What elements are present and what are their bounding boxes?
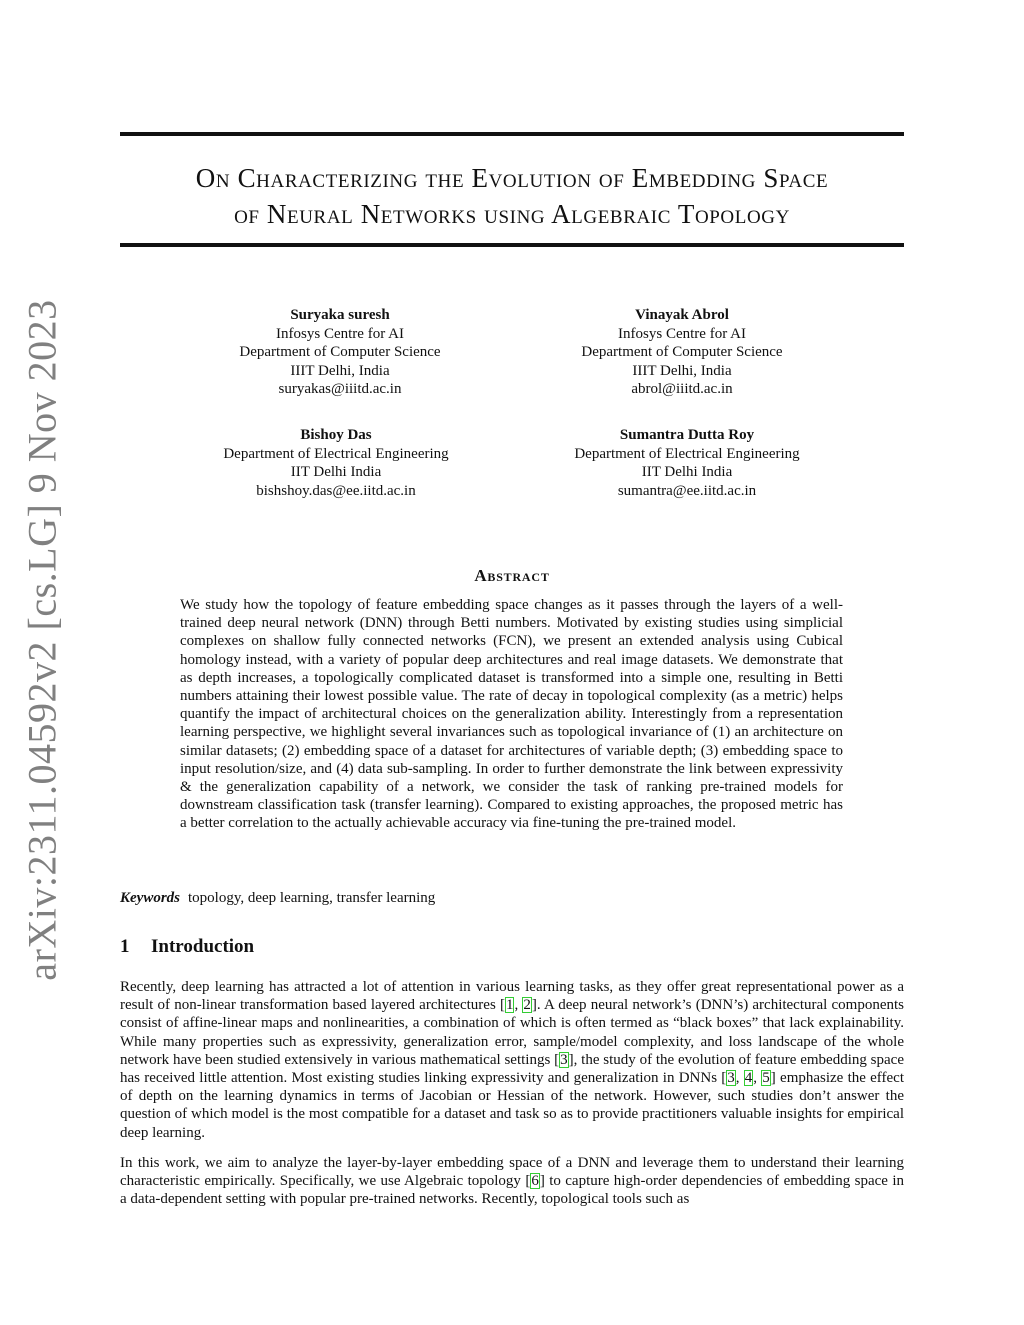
- paragraph-text: ,: [514, 997, 523, 1014]
- author-affiliation: IIIT Delhi, India: [290, 362, 390, 379]
- author-name: Suryaka suresh: [290, 307, 390, 323]
- author-affiliation: Department of Electrical Engineering: [574, 445, 800, 462]
- author-affiliation: IIIT Delhi, India: [632, 362, 732, 379]
- keywords-label: Keywords: [120, 890, 180, 906]
- introduction-paragraph-1: [120, 978, 904, 1142]
- citation-link[interactable]: 5: [762, 1070, 770, 1087]
- author-block: [190, 306, 490, 399]
- paper-title-line-1: On Characterizing the Evolution of Embedding Space: [195, 163, 829, 193]
- author-email[interactable]: sumantra@ee.iitd.ac.in: [617, 482, 757, 499]
- paragraph-text: In this work, we aim to analyze the layer-by-layer embedding space of a DNN and leverage them to understand their learning characteristic empirically. Specifically, we use Algebraic topology [: [120, 1155, 904, 1190]
- section-number: 1: [120, 936, 130, 957]
- author-block: [537, 426, 837, 500]
- citation-link[interactable]: 2: [523, 997, 531, 1014]
- section-heading-introduction: [120, 936, 254, 958]
- keywords-value: topology, deep learning, transfer learning: [188, 890, 436, 906]
- title-bottom-rule: [120, 243, 904, 247]
- author-email[interactable]: abrol@iiitd.ac.in: [631, 381, 733, 397]
- author-affiliation: IIT Delhi India: [290, 464, 382, 480]
- author-affiliation: Department of Computer Science: [581, 344, 783, 360]
- author-affiliation: IIT Delhi India: [641, 464, 733, 480]
- author-name: Bishoy Das: [300, 427, 372, 443]
- author-email[interactable]: suryakas@iiitd.ac.in: [278, 381, 402, 397]
- section-title: Introduction: [151, 936, 255, 957]
- paragraph-text: ,: [735, 1070, 744, 1087]
- arxiv-identifier-stamp[interactable]: arXiv:2311.04592v2 [cs.LG] 9 Nov 2023: [19, 299, 65, 981]
- paper-title: [120, 160, 904, 232]
- author-block: [532, 306, 832, 399]
- citation-link[interactable]: 6: [531, 1173, 539, 1190]
- citation-link[interactable]: 1: [505, 997, 514, 1014]
- introduction-paragraph-2: [120, 1154, 904, 1209]
- abstract-text: We study how the topology of feature embedding space changes as it passes through the layers of a well-trained deep neural network (DNN) through Betti numbers. Motivated by existing studies using simplicial complexes on shallow fully connected networks (FCN), we present an extended analysis using Cubical homology instead, with a variety of popular deep architectures and real image datasets. We demonstrate that as depth increases, a topologically complicated dataset is transformed into a simple one, resulting in Betti numbers attaining their lowest possible value. The rate of decay in topological complexity (as a metric) helps quantify the impact of architectural choices on the generalization ability. Interestingly from a representation learning perspective, we highlight several invariances such as topological invariance of (1) an architecture on similar datasets; (2) embedding space of a dataset for architectures of variable depth; (3) embedding space to input resolution/size, and (4) data sub-sampling. In order to further demonstrate the link between expressivity & the generalization capability of a network, we consider the task of ranking pre-trained models for downstream classification task (transfer learning). Compared to existing approaches, the proposed metric has a better correlation to the actually achievable accuracy via fine-tuning the pre-trained model.: [180, 597, 843, 832]
- paragraph-text: ], the study of the evolution of feature embedding space has received little attention. Most existing studies linking expressivity and generalization in DNNs [: [120, 1051, 904, 1087]
- citation-link[interactable]: 3: [727, 1070, 735, 1087]
- title-top-rule: [120, 132, 904, 136]
- author-affiliation: Infosys Centre for AI: [276, 325, 404, 342]
- abstract-heading: Abstract: [474, 566, 550, 585]
- paragraph-text: Recently, deep learning has attracted a lot of attention in various learning tasks, as they offer great representational power as a result of non-linear transformation based layered architectures [: [120, 979, 904, 1014]
- paragraph-text: ] to capture high-order dependencies of embedding space in a data-dependent setting with popular pre-trained networks. Recently, topological tools such as: [120, 1173, 904, 1208]
- paragraph-text: ]. A deep neural network’s (DNN’s) architectural components consist of affine-linear maps and nonlinearities, a combination of which is often termed as “black boxes” that lack explainability. While many properties such as expressivity, generalization error, sample/model complexity, and loss landscape of the whole network have been studied extensively in various mathematical settings [: [120, 997, 904, 1068]
- citation-link[interactable]: 4: [744, 1070, 753, 1087]
- keywords-line: [120, 890, 435, 907]
- author-name: Vinayak Abrol: [635, 307, 729, 323]
- author-affiliation: Department of Computer Science: [239, 344, 441, 360]
- paragraph-text: ] emphasize the effect of depth on the learning dynamics in terms of Jacobian or Hessian of the network. However, such studies don’t answer the question of which model is the most compatible for a dataset and task so as to provide practitioners valuable insights for empirical deep learning.: [120, 1070, 905, 1141]
- paragraph-text: ,: [753, 1070, 762, 1087]
- citation-link[interactable]: 3: [560, 1051, 568, 1068]
- author-affiliation: Department of Electrical Engineering: [223, 445, 449, 462]
- author-block: [186, 426, 486, 500]
- author-name: Sumantra Dutta Roy: [619, 427, 755, 443]
- author-affiliation: Infosys Centre for AI: [618, 325, 746, 342]
- author-email[interactable]: bishshoy.das@ee.iitd.ac.in: [256, 482, 416, 499]
- paper-title-line-2: of Neural Networks using Algebraic Topology: [234, 199, 790, 229]
